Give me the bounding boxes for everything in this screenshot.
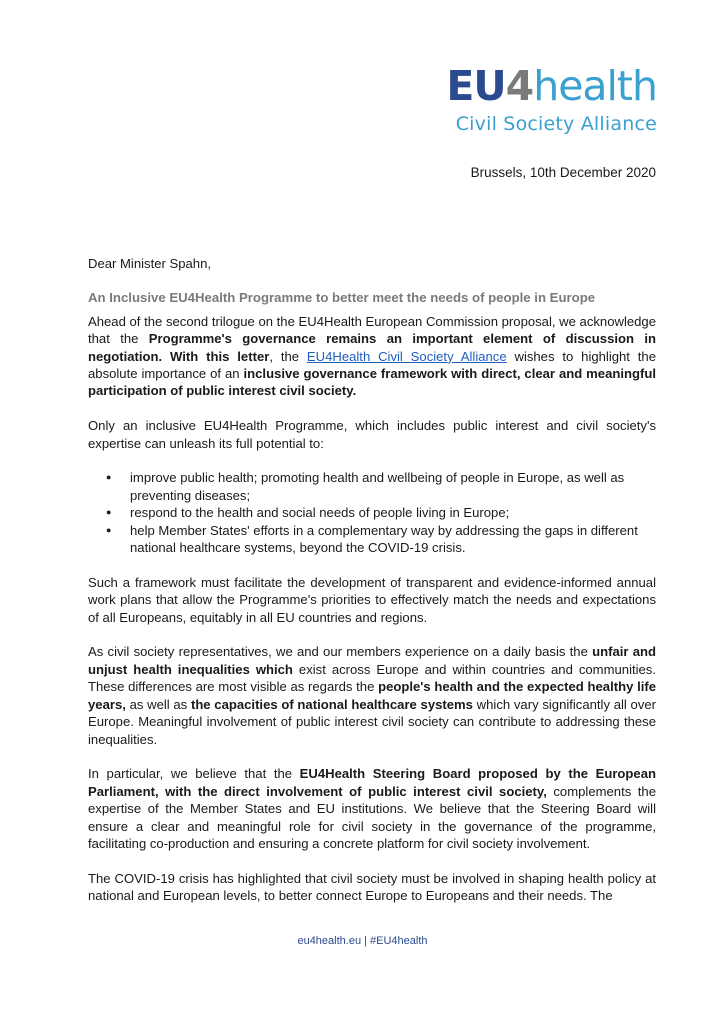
page-footer: eu4health.eu | #EU4health [297, 935, 428, 947]
list-item: ● help Member States' efforts in a complementary way by addressing the gaps in different national healthcare systems, beyond the COVID-19 crisis. [130, 522, 656, 557]
paragraph-intro: Ahead of the second trilogue on the EU4Health European Commission proposal, we acknowledge that the Programme's governance remains an important element of discussion in negotiation. With this letter, the EU4Health Civil Society Alliance wishes to highlight the absolute importance of an inclusive governance framework with direct, clear and meaningful participation of public interest civil society. [88, 313, 656, 399]
list-item: ● respond to the health and social needs of people living in Europe; [130, 504, 656, 521]
paragraph-covid: The COVID-19 crisis has highlighted that civil society must be involved in shaping health policy at national and European levels, to better connect Europe to Europeans and their needs. The [88, 870, 656, 904]
list-item: ● improve public health; promoting health and wellbeing of people in Europe, as well as preventing diseases; [130, 469, 656, 504]
paragraph-steering-board: In particular, we believe that the EU4Health Steering Board proposed by the European Parliament, with the direct involvement of public interest civil society, complements the expertise of the Member States and EU institutions. We believe that the Steering Board will ensure a clear and meaningful role for civil society in the governance of the programme, facilitating co-production and ensuring a concrete platform for civil society involvement. [88, 766, 656, 851]
letter-body [88, 255, 656, 922]
paragraph-framework: Such a framework must facilitate the development of transparent and evidence-informed annual work plans that allow the Programme's priorities to effectively match the needs and expectations of all Europeans, equitably in all EU countries and regions. [88, 574, 656, 625]
logo-wordmark: EU4health [446, 62, 657, 110]
letter-subject: An Inclusive EU4Health Programme to better meet the needs of people in Europe [88, 290, 596, 306]
eu4health-logo [446, 62, 657, 135]
alliance-link[interactable]: EU4Health Civil Society Alliance [306, 348, 507, 364]
logo-subtitle: Civil Society Alliance [455, 113, 657, 135]
bullet-list [88, 469, 656, 556]
letter-date: Brussels, 10th December 2020 [470, 165, 656, 180]
paragraph-potential: Only an inclusive EU4Health Programme, which includes public interest and civil society's expertise can unleash its full potential to: [88, 418, 656, 451]
paragraph-inequalities: As civil society representatives, we and our members experience on a daily basis the unfair and unjust health inequalities which exist across Europe and within countries and communities. These differences are most visible as regards the people's health and the expected healthy life years, as well as the capacities of national healthcare systems which vary significantly all over Europe. Meaningful involvement of public interest civil society can contribute to addressing these inequalities. [88, 644, 657, 747]
greeting: Dear Minister Spahn, [88, 256, 211, 271]
